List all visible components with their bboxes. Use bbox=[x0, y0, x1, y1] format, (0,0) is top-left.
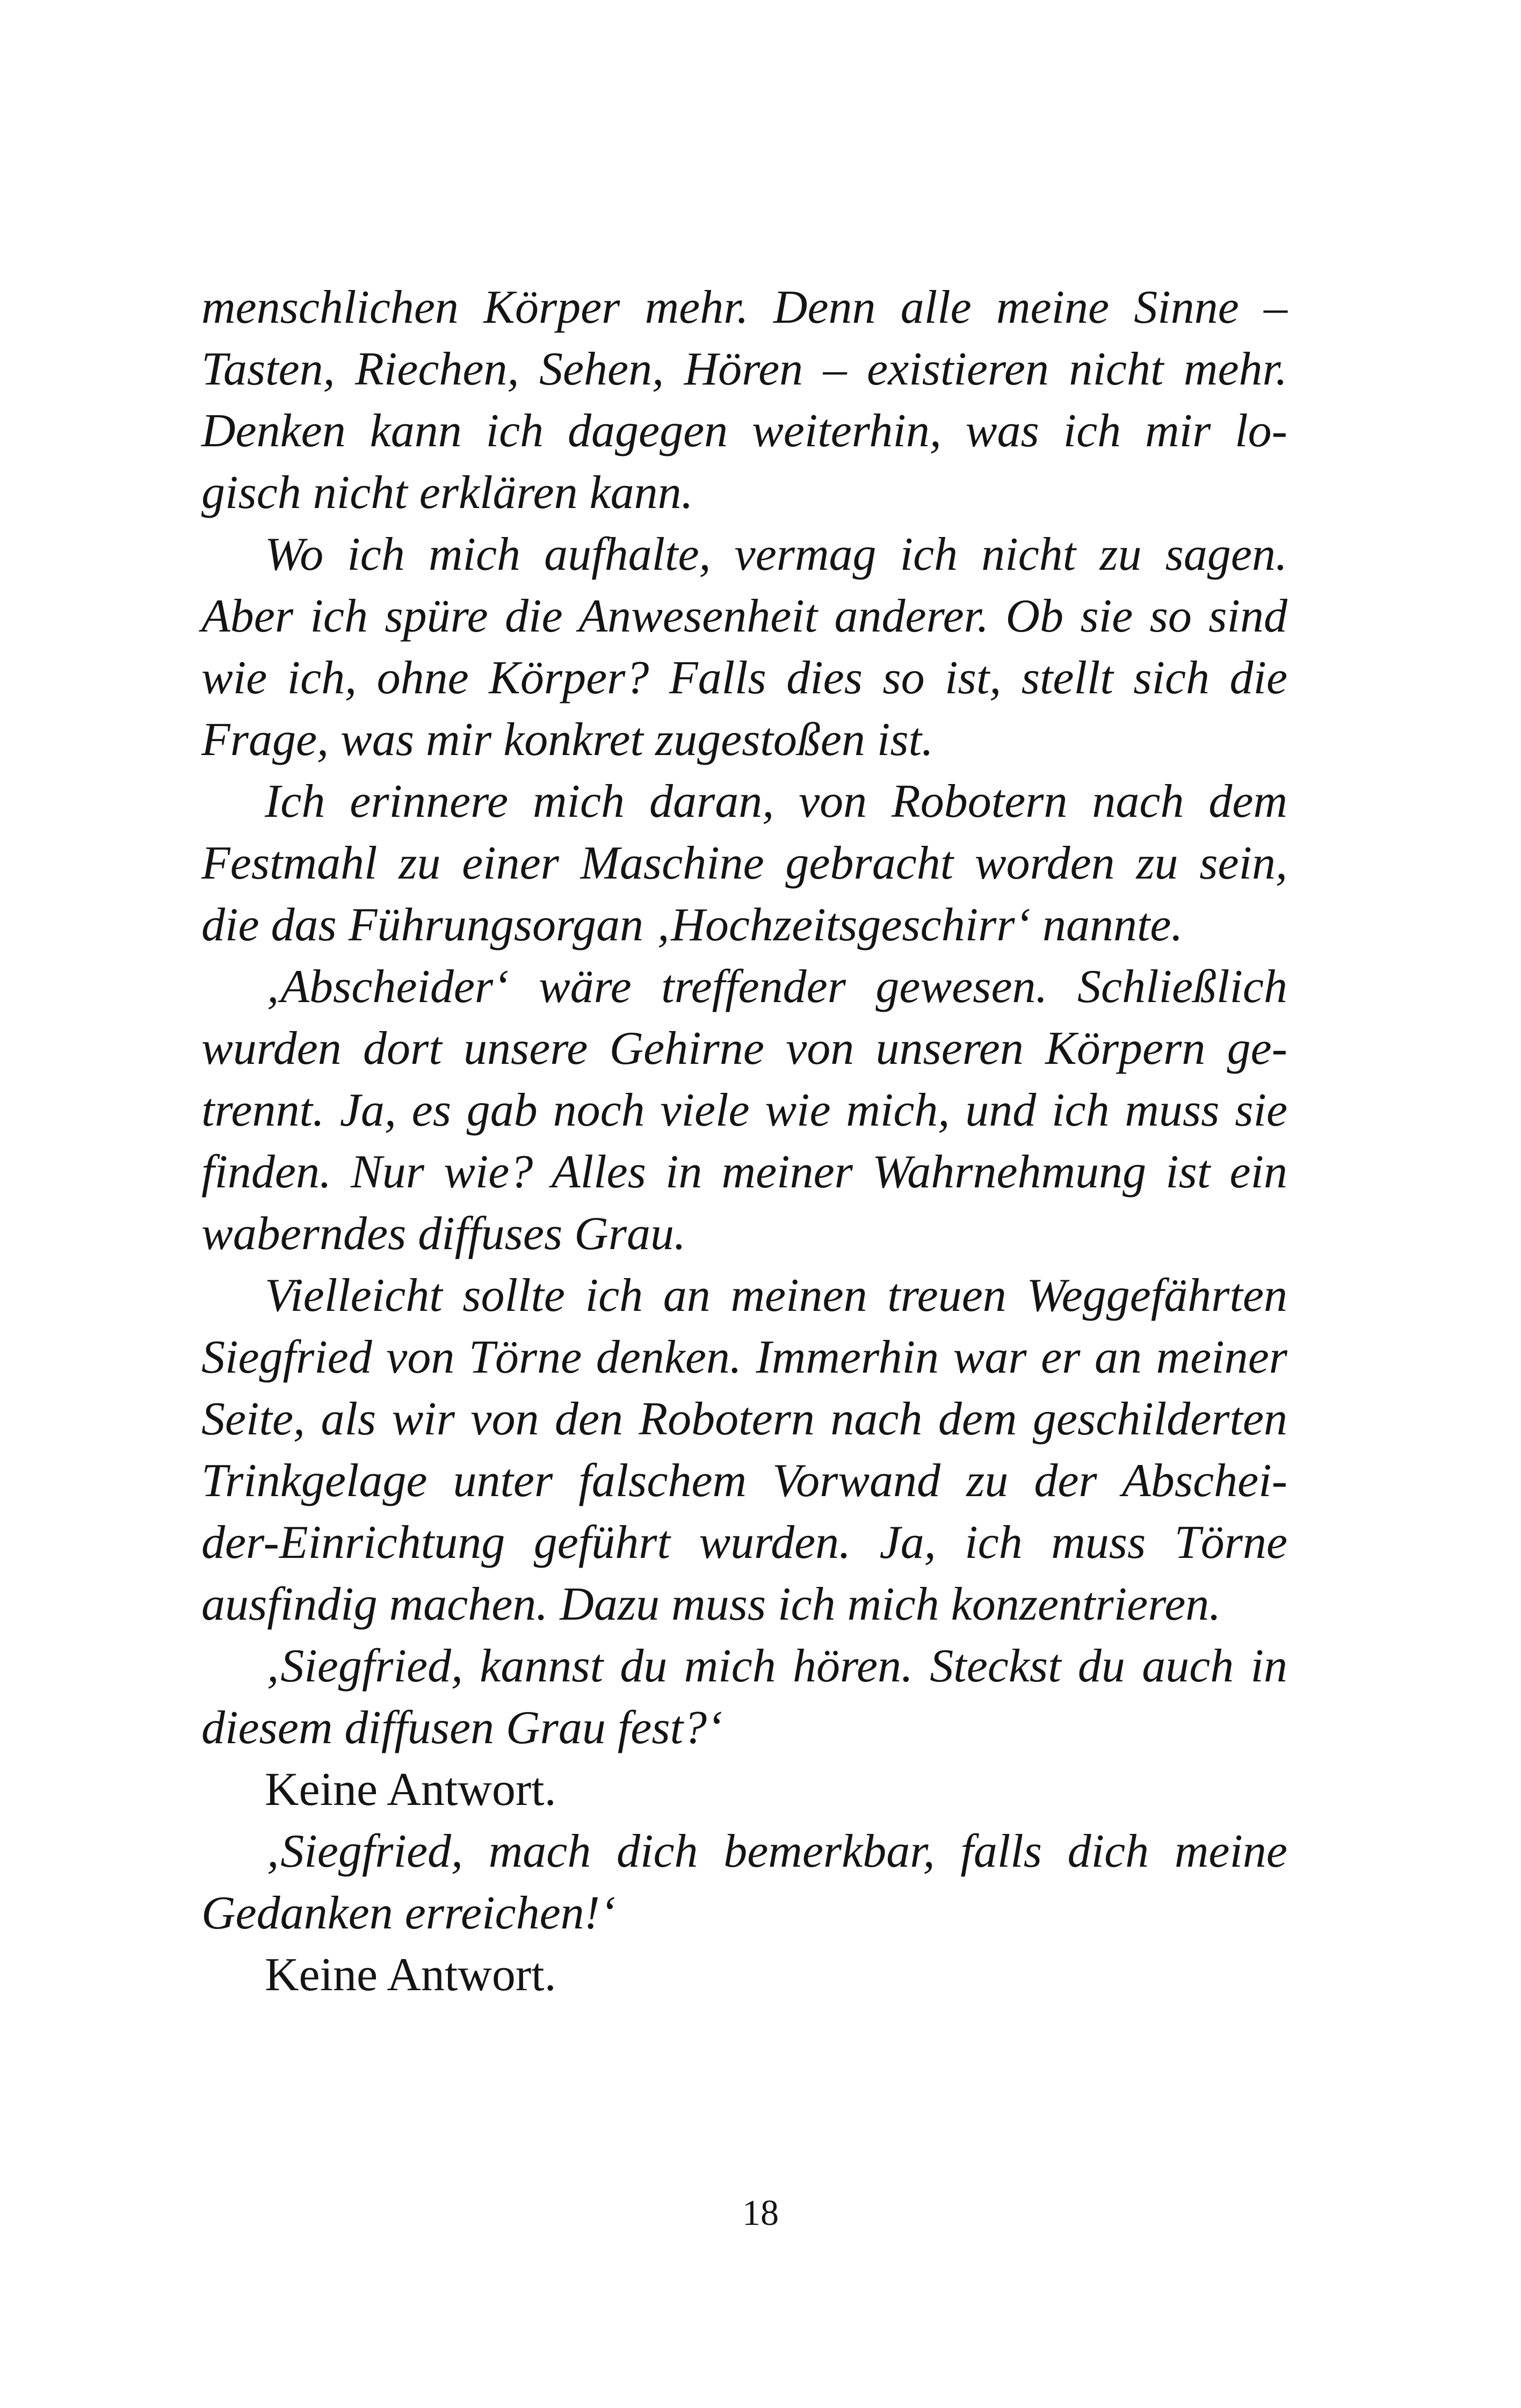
text-line: die das Führungsorgan ‚Hochzeitsgeschirr‘ nannte. bbox=[201, 899, 1183, 951]
page-number: 18 bbox=[742, 2192, 779, 2233]
text-line: Frage, was mir konkret zugestoßen ist. bbox=[201, 714, 934, 766]
paragraph bbox=[201, 1635, 1287, 1759]
paragraph bbox=[201, 277, 1287, 524]
text-line: gisch nicht erklären kann. bbox=[201, 467, 693, 519]
text-line: Vielleicht sollte ich an meinen treuen Weggefährten bbox=[265, 1270, 1287, 1322]
text-line: Festmahl zu einer Maschine gebracht worden zu sein, bbox=[201, 837, 1287, 889]
paragraph bbox=[201, 956, 1287, 1265]
text-line: Denken kann ich dagegen weiterhin, was ich mir lo- bbox=[201, 405, 1287, 457]
text-line: ‚Siegfried, mach dich bemerkbar, falls dich meine bbox=[265, 1825, 1287, 1877]
text-line: trennt. Ja, es gab noch viele wie mich, und ich muss sie bbox=[201, 1084, 1287, 1136]
text-line: Keine Antwort. bbox=[265, 1949, 556, 2001]
text-line: Seite, als wir von den Robotern nach dem geschilderten bbox=[201, 1393, 1287, 1445]
text-line: Ich erinnere mich daran, von Robotern nach dem bbox=[265, 775, 1287, 828]
paragraph bbox=[201, 1944, 1287, 2006]
text-line: wurden dort unsere Gehirne von unseren Körpern ge- bbox=[201, 1022, 1287, 1075]
paragraph bbox=[201, 1759, 1287, 1820]
text-line: der-Einrichtung geführt wurden. Ja, ich muss Törne bbox=[201, 1517, 1287, 1569]
text-line: Keine Antwort. bbox=[265, 1764, 556, 1816]
body-text bbox=[201, 277, 1287, 2006]
text-line: Gedanken erreichen!‘ bbox=[201, 1887, 616, 1939]
text-line: wie ich, ohne Körper? Falls dies so ist, stellt sich die bbox=[201, 652, 1287, 704]
text-line: ausfindig machen. Dazu muss ich mich konzentrieren. bbox=[201, 1578, 1221, 1630]
text-line: ‚Abscheider‘ wäre treffender gewesen. Schließlich bbox=[265, 961, 1287, 1013]
text-line: waberndes diffuses Grau. bbox=[201, 1208, 686, 1260]
text-line: menschlichen Körper mehr. Denn alle meine Sinne – bbox=[201, 281, 1287, 333]
text-line: diesem diffusen Grau fest?‘ bbox=[201, 1702, 723, 1754]
text-line: Trinkgelage unter falschem Vorwand zu der Abschei- bbox=[201, 1455, 1287, 1507]
text-line: Tasten, Riechen, Sehen, Hören – existieren nicht mehr. bbox=[201, 343, 1287, 395]
text-line: Aber ich spüre die Anwesenheit anderer. Ob sie so sind bbox=[201, 590, 1287, 642]
paragraph bbox=[201, 1820, 1287, 1944]
text-line: Wo ich mich aufhalte, vermag ich nicht zu sagen. bbox=[265, 528, 1287, 581]
paragraph bbox=[201, 1265, 1287, 1635]
text-line: ‚Siegfried, kannst du mich hören. Steckst du auch in bbox=[265, 1640, 1287, 1692]
paragraph bbox=[201, 524, 1287, 771]
text-line: finden. Nur wie? Alles in meiner Wahrnehmung ist ein bbox=[201, 1146, 1287, 1198]
paragraph bbox=[201, 771, 1287, 956]
text-line: Siegfried von Törne denken. Immerhin war er an meiner bbox=[201, 1331, 1287, 1383]
